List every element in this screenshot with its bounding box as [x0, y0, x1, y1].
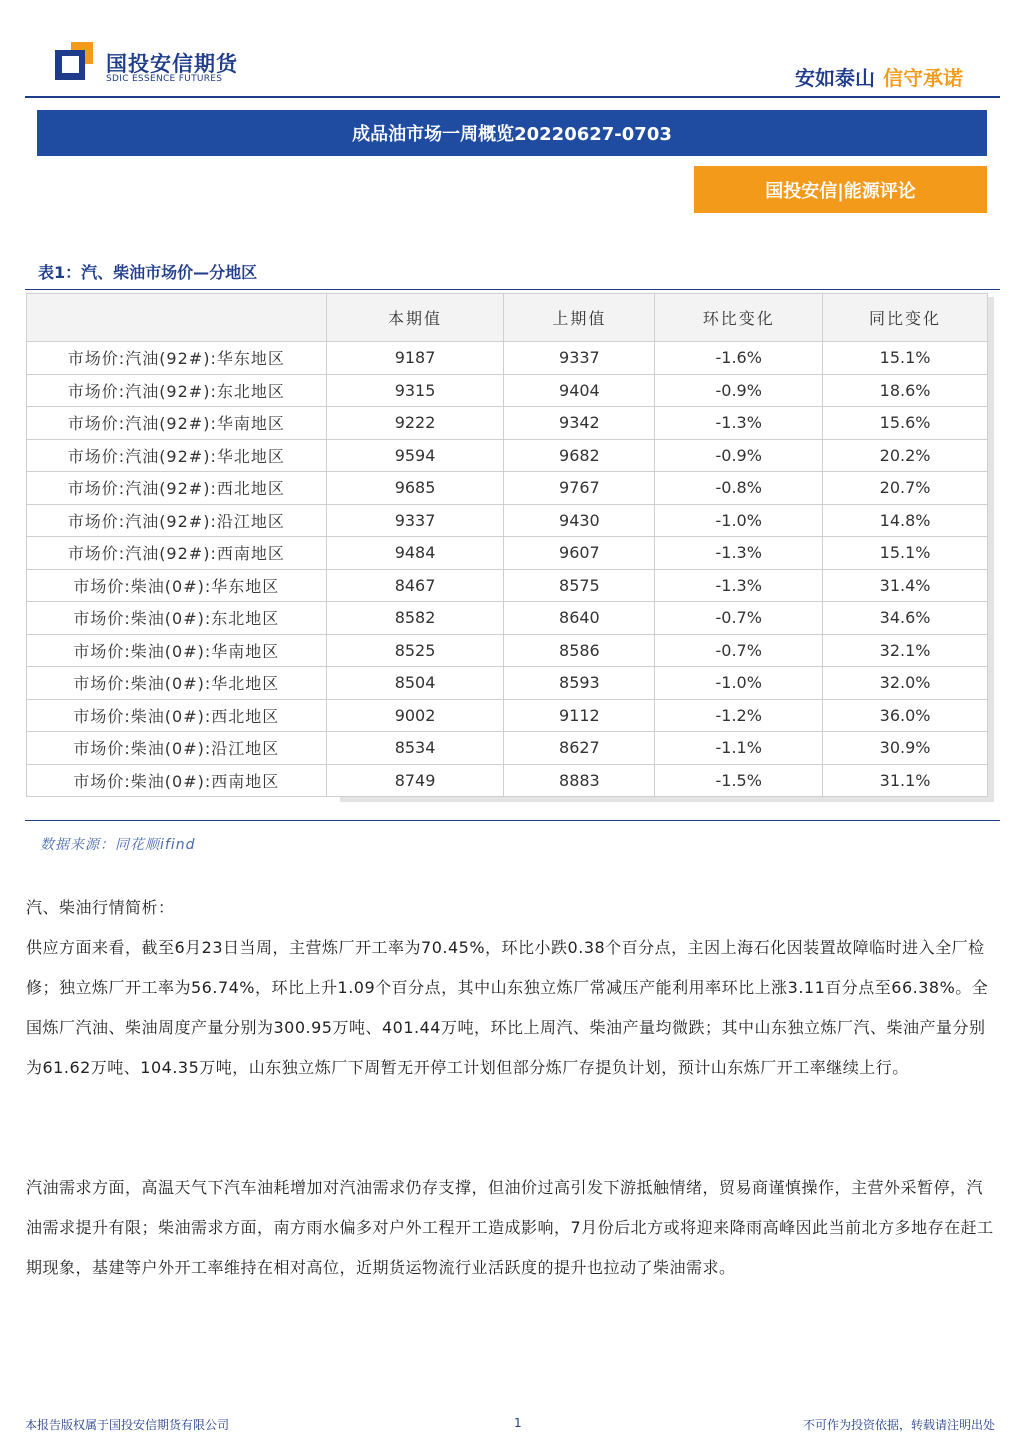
table-cell: 9342 [504, 407, 655, 440]
table-cell: 9002 [326, 699, 504, 732]
price-table [26, 293, 988, 797]
table-row [27, 504, 988, 537]
table-cell: -1.3% [655, 407, 823, 440]
row-label: 市场价:汽油(92#):华东地区 [27, 342, 327, 375]
table-row [27, 634, 988, 667]
table-cell: -1.6% [655, 342, 823, 375]
logo-mark-icon [55, 42, 95, 82]
logo-name-cn: 国投安信期货 [106, 52, 238, 76]
table-cell: 31.1% [823, 764, 988, 797]
slogan-part2: 信守承诺 [883, 66, 963, 90]
row-label: 市场价:柴油(0#):华北地区 [27, 667, 327, 700]
table-cell: 8586 [504, 634, 655, 667]
table-row [27, 374, 988, 407]
table-cell: -1.1% [655, 732, 823, 765]
analysis-heading: 汽、柴油行情简析： [26, 898, 175, 917]
table-cell: 8749 [326, 764, 504, 797]
table-cell: -1.5% [655, 764, 823, 797]
page-number: 1 [514, 1416, 522, 1430]
table-cell: 8504 [326, 667, 504, 700]
row-label: 市场价:柴油(0#):沿江地区 [27, 732, 327, 765]
table-cell: 15.1% [823, 537, 988, 570]
table-cell: 8534 [326, 732, 504, 765]
row-label: 市场价:柴油(0#):西北地区 [27, 699, 327, 732]
table-cell: 32.1% [823, 634, 988, 667]
caption-divider [25, 289, 1000, 290]
price-table-container [26, 293, 988, 797]
table-row [27, 764, 988, 797]
table-cell: 9187 [326, 342, 504, 375]
table-cell: 20.7% [823, 472, 988, 505]
slogan-part1: 安如泰山 [795, 66, 875, 90]
table-row [27, 699, 988, 732]
table-cell: -0.9% [655, 374, 823, 407]
table-cell: 20.2% [823, 439, 988, 472]
table-cell: 30.9% [823, 732, 988, 765]
row-label: 市场价:柴油(0#):华南地区 [27, 634, 327, 667]
table-cell: -1.2% [655, 699, 823, 732]
table-caption: 表1：汽、柴油市场价—分地区 [38, 263, 258, 282]
table-cell: 8467 [326, 569, 504, 602]
source-divider [25, 820, 1000, 821]
analysis-paragraph-demand: 汽油需求方面，高温天气下汽车油耗增加对汽油需求仍存支撑，但油价过高引发下游抵触情绪，贸易商谨慎操作，主营外采暂停，汽油需求提升有限；柴油需求方面，南方雨水偏多对户外工程开工造成影响，7月份后北方或将迎来降雨高峰因此当前北方多地存在赶工期现象，基建等户外开工率维持在相对高位，近期货运物流行业活跃度的提升也拉动了柴油需求。 [26, 1178, 994, 1277]
table-cell: 32.0% [823, 667, 988, 700]
table-cell: 9222 [326, 407, 504, 440]
column-header: 本期值 [326, 294, 504, 342]
footer-copyright: 本报告版权属于国投安信期货有限公司 [25, 1418, 230, 1432]
table-cell: 9607 [504, 537, 655, 570]
table-cell: 8525 [326, 634, 504, 667]
column-header [27, 294, 327, 342]
table-cell: 31.4% [823, 569, 988, 602]
report-title: 成品油市场一周概览20220627-0703 [37, 110, 987, 156]
header-divider [25, 96, 1000, 98]
table-cell: 8640 [504, 602, 655, 635]
row-label: 市场价:汽油(92#):华南地区 [27, 407, 327, 440]
table-row [27, 342, 988, 375]
table-cell: 8593 [504, 667, 655, 700]
column-header: 上期值 [504, 294, 655, 342]
table-row [27, 439, 988, 472]
column-header: 同比变化 [823, 294, 988, 342]
row-label: 市场价:柴油(0#):西南地区 [27, 764, 327, 797]
table-row [27, 472, 988, 505]
table-cell: 8627 [504, 732, 655, 765]
table-cell: 8582 [326, 602, 504, 635]
table-cell: 15.1% [823, 342, 988, 375]
table-cell: 9315 [326, 374, 504, 407]
table-cell: 9682 [504, 439, 655, 472]
table-cell: 9337 [504, 342, 655, 375]
footer-disclaimer: 不可作为投资依据，转载请注明出处 [802, 1418, 995, 1432]
table-cell: 8575 [504, 569, 655, 602]
data-source: 数据来源：同花顺ifind [40, 837, 196, 853]
table-cell: 9767 [504, 472, 655, 505]
table-cell: 9337 [326, 504, 504, 537]
row-label: 市场价:柴油(0#):东北地区 [27, 602, 327, 635]
table-cell: -1.0% [655, 504, 823, 537]
table-row [27, 569, 988, 602]
table-cell: 9685 [326, 472, 504, 505]
table-cell: -0.8% [655, 472, 823, 505]
row-label: 市场价:汽油(92#):西北地区 [27, 472, 327, 505]
table-row [27, 732, 988, 765]
table-row [27, 602, 988, 635]
table-row [27, 407, 988, 440]
table-cell: -0.7% [655, 602, 823, 635]
table-cell: -1.0% [655, 667, 823, 700]
table-cell: 9484 [326, 537, 504, 570]
table-cell: 15.6% [823, 407, 988, 440]
report-tag: 国投安信|能源评论 [694, 166, 987, 213]
table-cell: 36.0% [823, 699, 988, 732]
analysis-paragraph-supply: 供应方面来看，截至6月23日当周，主营炼厂开工率为70.45%，环比小跌0.38个百分点，主因上海石化因装置故障临时进入全厂检修；独立炼厂开工率为56.74%，环比上升1.09个百分点，其中山东独立炼厂常减压产能利用率环比上涨3.11百分点至66.38%。全国炼厂汽油、柴油周度产量分别为300.95万吨、401.44万吨，环比上周汽、柴油产量均微跌；其中山东独立炼厂汽、柴油产量分别为61.62万吨、104.35万吨，山东独立炼厂下周暂无开停工计划但部分炼厂存提负计划，预计山东炼厂开工率继续上行。 [26, 938, 989, 1077]
logo-name-en: SDIC ESSENCE FUTURES [106, 74, 223, 84]
slogan [795, 62, 963, 91]
column-header: 环比变化 [655, 294, 823, 342]
table-cell: -0.7% [655, 634, 823, 667]
table-row [27, 537, 988, 570]
table-cell: 9430 [504, 504, 655, 537]
table-row [27, 667, 988, 700]
table-cell: 8883 [504, 764, 655, 797]
table-cell: 9594 [326, 439, 504, 472]
table-cell: -1.3% [655, 569, 823, 602]
table-cell: 9404 [504, 374, 655, 407]
row-label: 市场价:汽油(92#):西南地区 [27, 537, 327, 570]
table-cell: 34.6% [823, 602, 988, 635]
table-header-row [27, 294, 988, 342]
row-label: 市场价:汽油(92#):沿江地区 [27, 504, 327, 537]
table-cell: 18.6% [823, 374, 988, 407]
table-cell: -0.9% [655, 439, 823, 472]
row-label: 市场价:汽油(92#):华北地区 [27, 439, 327, 472]
table-cell: -1.3% [655, 537, 823, 570]
row-label: 市场价:汽油(92#):东北地区 [27, 374, 327, 407]
table-cell: 9112 [504, 699, 655, 732]
table-cell: 14.8% [823, 504, 988, 537]
row-label: 市场价:柴油(0#):华东地区 [27, 569, 327, 602]
